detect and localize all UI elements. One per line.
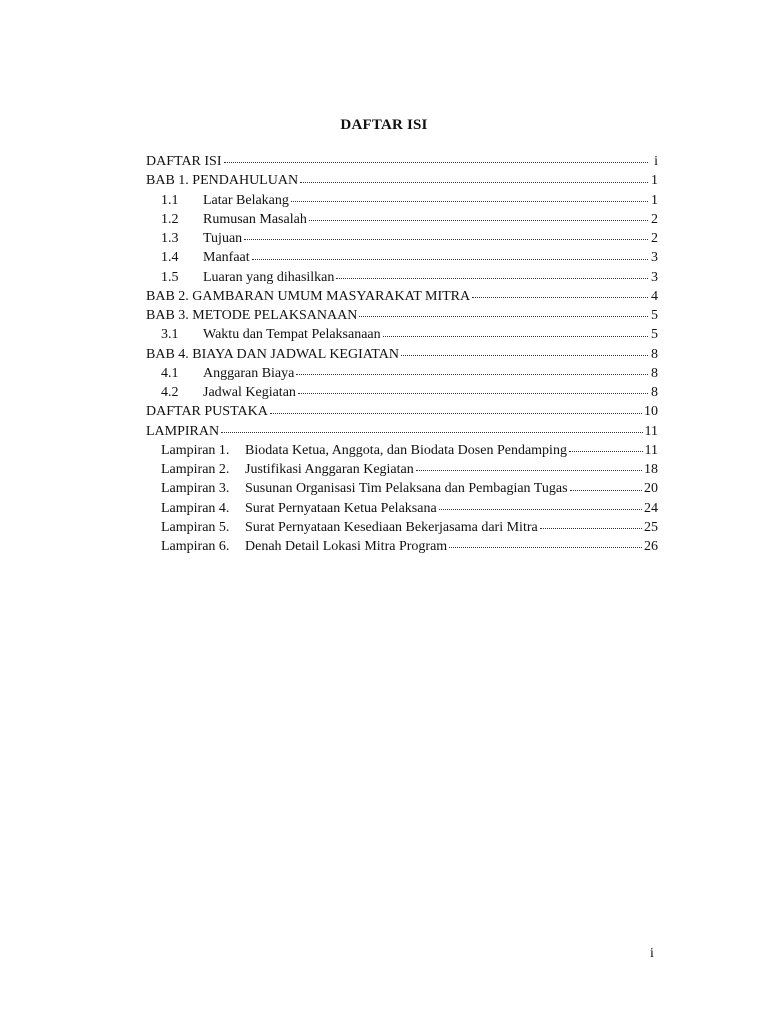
toc-entry-title: Justifikasi Anggaran Kegiatan	[245, 462, 414, 477]
toc-entry-page: 8	[651, 365, 658, 381]
toc-dot-leader	[309, 219, 648, 221]
toc-entry-page: 3	[651, 269, 658, 285]
toc-dot-leader	[416, 469, 642, 471]
toc-dot-leader	[244, 238, 648, 240]
toc-entry-title: Luaran yang dihasilkan	[203, 269, 335, 285]
toc-dot-leader	[359, 315, 648, 317]
toc-entry-page: 2	[651, 231, 658, 246]
toc-dot-leader	[270, 412, 642, 414]
toc-dot-leader	[291, 200, 648, 202]
toc-dot-leader	[383, 335, 648, 337]
table-of-contents	[146, 152, 658, 556]
toc-entry-title: Surat Pernyataan Ketua Pelaksana	[245, 500, 437, 516]
toc-entry-number: 3.1	[161, 327, 179, 343]
toc-entry-title: BAB 1. PENDAHULUAN	[146, 173, 299, 189]
page-number: i	[650, 946, 654, 961]
toc-entry[interactable]	[146, 422, 658, 441]
toc-entry-title: LAMPIRAN	[146, 423, 220, 439]
toc-entry[interactable]	[146, 345, 658, 364]
toc-dot-leader	[300, 181, 648, 183]
toc-dot-leader	[252, 258, 648, 260]
toc-entry-number: 4.1	[161, 365, 179, 381]
toc-entry[interactable]	[146, 537, 658, 556]
toc-entry-page: 11	[644, 423, 658, 439]
toc-entry-title: Susunan Organisasi Tim Pelaksana dan Pembagian Tugas	[245, 481, 568, 497]
toc-entry-page: 1	[651, 173, 658, 189]
toc-entry-page: 8	[651, 346, 658, 362]
toc-entry-title: BAB 3. METODE PELAKSANAAN	[146, 308, 358, 323]
toc-entry[interactable]	[146, 383, 658, 402]
toc-entry-title: Tujuan	[203, 231, 243, 246]
toc-dot-leader	[296, 373, 648, 375]
toc-entry-number: 4.2	[161, 385, 179, 400]
toc-dot-leader	[569, 450, 643, 452]
toc-entry[interactable]	[146, 460, 658, 479]
toc-entry-title: Manfaat	[203, 250, 250, 266]
toc-entry-number: 1.3	[161, 231, 179, 246]
toc-entry[interactable]	[146, 248, 658, 267]
toc-entry-number: Lampiran 6.	[161, 539, 230, 554]
toc-entry[interactable]	[146, 287, 658, 306]
page-title: DAFTAR ISI	[340, 117, 428, 133]
toc-entry[interactable]	[146, 364, 658, 383]
toc-entry-number: Lampiran 5.	[161, 519, 230, 535]
toc-entry-number: 1.2	[161, 211, 179, 227]
toc-entry-page: 10	[644, 404, 658, 420]
toc-entry-page: 5	[651, 308, 658, 323]
toc-entry[interactable]	[146, 306, 658, 325]
toc-entry-page: 3	[651, 250, 658, 266]
toc-entry-title: Surat Pernyataan Kesediaan Bekerjasama dari Mitra	[245, 519, 538, 535]
toc-entry-title: BAB 4. BIAYA DAN JADWAL KEGIATAN	[146, 346, 399, 362]
toc-dot-leader	[221, 431, 642, 433]
toc-entry-page: 20	[644, 481, 658, 497]
toc-dot-leader	[224, 161, 649, 163]
toc-entry-number: 1.1	[161, 192, 179, 208]
toc-dot-leader	[439, 508, 642, 510]
toc-entry-page: 5	[651, 327, 658, 343]
toc-entry-title: Biodata Ketua, Anggota, dan Biodata Dosen Pendamping	[245, 442, 567, 458]
toc-dot-leader	[472, 296, 648, 298]
toc-entry-title: Rumusan Masalah	[203, 211, 307, 227]
toc-entry[interactable]	[146, 499, 658, 518]
toc-entry-page: 4	[651, 288, 658, 304]
toc-entry[interactable]	[146, 268, 658, 287]
toc-entry-title: Jadwal Kegiatan	[203, 385, 296, 400]
toc-entry-page: 25	[644, 519, 658, 535]
toc-entry[interactable]	[146, 152, 658, 171]
toc-dot-leader	[298, 392, 648, 394]
toc-entry[interactable]	[146, 325, 658, 344]
toc-dot-leader	[570, 489, 642, 491]
toc-dot-leader	[401, 354, 648, 356]
toc-entry-title: Denah Detail Lokasi Mitra Program	[245, 539, 448, 554]
toc-entry-title: DAFTAR ISI	[146, 154, 222, 169]
toc-entry-title: DAFTAR PUSTAKA	[146, 404, 268, 420]
toc-entry-title: Latar Belakang	[203, 192, 289, 208]
toc-entry-page: i	[654, 154, 658, 169]
toc-entry[interactable]	[146, 402, 658, 421]
toc-entry-page: 24	[644, 500, 658, 516]
toc-entry[interactable]	[146, 479, 658, 498]
toc-entry-page: 26	[644, 539, 658, 554]
toc-entry-number: Lampiran 2.	[161, 462, 230, 477]
toc-entry-page: 8	[651, 385, 658, 400]
toc-entry[interactable]	[146, 518, 658, 537]
toc-dot-leader	[336, 277, 648, 279]
toc-entry-page: 11	[644, 442, 658, 458]
toc-entry-number: 1.4	[161, 250, 179, 266]
toc-entry-page: 18	[644, 462, 658, 477]
toc-entry-number: 1.5	[161, 269, 179, 285]
toc-entry-title: Waktu dan Tempat Pelaksanaan	[203, 327, 381, 343]
toc-entry-number: Lampiran 4.	[161, 500, 230, 516]
toc-entry-title: BAB 2. GAMBARAN UMUM MASYARAKAT MITRA	[146, 288, 471, 304]
toc-entry-page: 1	[651, 192, 658, 208]
toc-entry[interactable]	[146, 191, 658, 210]
toc-dot-leader	[449, 546, 642, 548]
toc-entry-page: 2	[651, 211, 658, 227]
toc-entry[interactable]	[146, 210, 658, 229]
toc-entry-title: Anggaran Biaya	[203, 365, 295, 381]
toc-entry-number: Lampiran 3.	[161, 481, 230, 497]
toc-entry[interactable]	[146, 441, 658, 460]
toc-entry-number: Lampiran 1.	[161, 442, 230, 458]
toc-dot-leader	[540, 527, 642, 529]
toc-entry[interactable]	[146, 171, 658, 190]
toc-entry[interactable]	[146, 229, 658, 248]
